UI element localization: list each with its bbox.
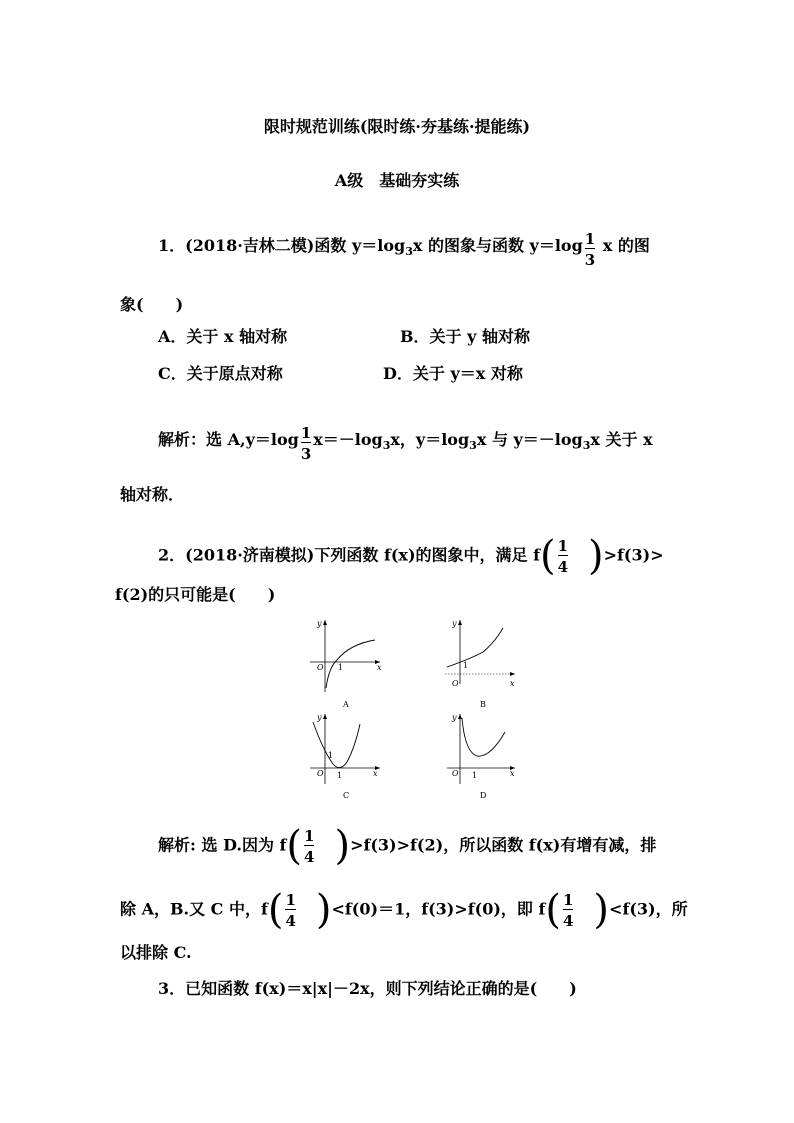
q2-text-a: 2．(2018·济南模拟)下列函数 f(x)的图象中，满足 f: [158, 545, 540, 565]
graph-a: [310, 619, 382, 709]
q2-answer-l2c: <f(3)，所: [609, 899, 688, 919]
q2-answer-line2: [120, 887, 688, 933]
graph-d-curve: [462, 718, 505, 756]
q1-text-a: 1．(2018·吉林二模)函数 y＝log: [158, 236, 406, 255]
q3-line1: 3．已知函数 f(x)＝x|x|－2x，则下列结论正确的是( ): [158, 979, 577, 998]
graph-b-caption: B: [480, 700, 486, 709]
q1-frac-den: 3: [585, 248, 595, 269]
q2-answer-paren2-open: (: [267, 887, 284, 933]
q2-paren-close: ): [588, 533, 604, 579]
q2-answer-line1: [158, 823, 657, 869]
q1-answer-line2: 轴对称．: [120, 485, 185, 504]
q2-answer-frac2-den: 4: [285, 909, 295, 930]
q1-answer-label: 解析: [158, 430, 191, 449]
graph-b: [445, 619, 515, 709]
graph-b-y-arrow: [458, 620, 462, 625]
graph-d-caption: D: [480, 791, 487, 800]
q2-graphs: [305, 612, 535, 808]
section-heading: A级 基础夯实练: [334, 171, 460, 190]
graph-b-x-label: x: [510, 679, 515, 688]
q1-frac-num: 1: [584, 230, 596, 248]
q2-answer-l2a: 除 A，B.又 C 中，f: [120, 899, 268, 919]
q1-answer-fraction: [301, 424, 311, 463]
graph-b-one: 1: [463, 661, 469, 670]
q2-answer-label: 解析: [158, 835, 191, 855]
q1-sub-3: 3: [405, 245, 413, 259]
q2-answer-paren2-close: ): [315, 887, 332, 933]
q2-answer-fraction2: [285, 891, 295, 930]
graph-d-x-label: x: [510, 769, 515, 778]
q2-answer-fraction: [304, 827, 314, 866]
q2-answer-l2b: <f(0)＝1，f(3)>f(0)，即 f: [331, 899, 546, 919]
graph-a-caption: A: [343, 700, 349, 709]
graph-b-y-label: y: [452, 619, 457, 628]
q1-option-c: C．关于原点对称: [158, 364, 283, 383]
q1-answer-a: ：选 A,y＝log: [190, 430, 299, 449]
graph-c: [310, 713, 380, 800]
graph-d-origin: O: [452, 769, 459, 778]
q2-frac-num: 1: [557, 536, 569, 555]
q1-answer-b: x＝－log: [313, 430, 383, 449]
graph-a-one: 1: [338, 663, 344, 672]
graph-d-one: 1: [472, 771, 478, 780]
q2-answer-frac2-num: 1: [285, 890, 296, 909]
graph-c-one-x: 1: [337, 771, 343, 780]
graph-d: [447, 713, 515, 800]
page-title: 限时规范训练(限时练·夯基练·提能练): [263, 117, 531, 136]
q2-answer-frac3-den: 4: [563, 909, 573, 930]
q2-answer-l1a: : 选 D.因为 f: [190, 835, 287, 855]
q1-answer-sub1: 3: [382, 439, 391, 453]
q2-answer-line3: 以排除 C.: [120, 943, 192, 962]
graph-c-caption: C: [343, 791, 350, 800]
graph-a-curve: [326, 640, 375, 688]
graph-c-x-label: x: [373, 769, 378, 778]
graph-d-y-arrow: [458, 714, 462, 719]
q1-option-a: A．关于 x 轴对称: [158, 327, 288, 346]
q2-answer-paren3-close: ): [593, 887, 610, 933]
graph-b-origin: O: [452, 679, 459, 688]
graph-c-y-arrow: [323, 714, 327, 719]
graph-a-origin: O: [317, 663, 324, 672]
q1-line1: [158, 230, 650, 269]
q2-answer-frac-den: 4: [304, 845, 314, 866]
q1-answer-d: x 与 y＝－log: [476, 430, 583, 449]
q2-answer-frac3-num: 1: [562, 890, 574, 909]
q2-answer-paren-close: ): [334, 823, 351, 869]
graph-a-y-label: y: [317, 619, 322, 628]
q1-answer-sub2: 3: [469, 439, 477, 453]
q2-answer-frac-num: 1: [304, 826, 315, 845]
q1-text-c: x 的图: [597, 236, 650, 255]
graph-b-x-arrow: [510, 672, 515, 676]
q2-answer-paren-open: (: [286, 823, 303, 869]
q2-line1: [158, 533, 664, 579]
q1-fraction: [585, 230, 595, 269]
graph-a-x-label: x: [377, 663, 382, 672]
q2-answer-fraction3: [563, 891, 573, 930]
q2-fraction: [558, 537, 568, 576]
q1-answer-sub3: 3: [582, 439, 591, 453]
graph-b-curve: [447, 628, 503, 667]
graph-c-curve: [313, 722, 360, 768]
q2-text-b: >f(3)>: [603, 545, 664, 565]
q1-option-d: D．关于 y＝x 对称: [383, 364, 523, 383]
graph-c-y-label: y: [317, 713, 322, 722]
graph-c-one-y: 1: [328, 751, 334, 760]
graph-d-y-label: y: [452, 713, 457, 722]
q1-answer: [158, 424, 653, 463]
q1-line2: 象( ): [120, 295, 184, 314]
q1-answer-e: x 关于 x: [590, 430, 653, 449]
q1-answer-frac-den: 3: [301, 442, 311, 463]
q1-text-b: x 的图象与函数 y＝log: [412, 236, 583, 255]
graph-a-y-arrow: [323, 620, 327, 625]
q1-answer-frac-num: 1: [300, 424, 312, 442]
q2-line2: f(2)的只可能是( ): [115, 585, 276, 604]
q2-frac-den: 4: [558, 555, 568, 576]
q1-answer-c: x，y＝log: [390, 430, 470, 449]
q2-answer-paren3-open: (: [545, 887, 561, 933]
q1-option-b: B．关于 y 轴对称: [400, 327, 530, 346]
graph-c-origin: O: [317, 769, 324, 778]
q2-answer-l1b: >f(3)>f(2)，所以函数 f(x)有增有减，排: [350, 835, 657, 855]
q2-paren-open: (: [539, 533, 556, 579]
